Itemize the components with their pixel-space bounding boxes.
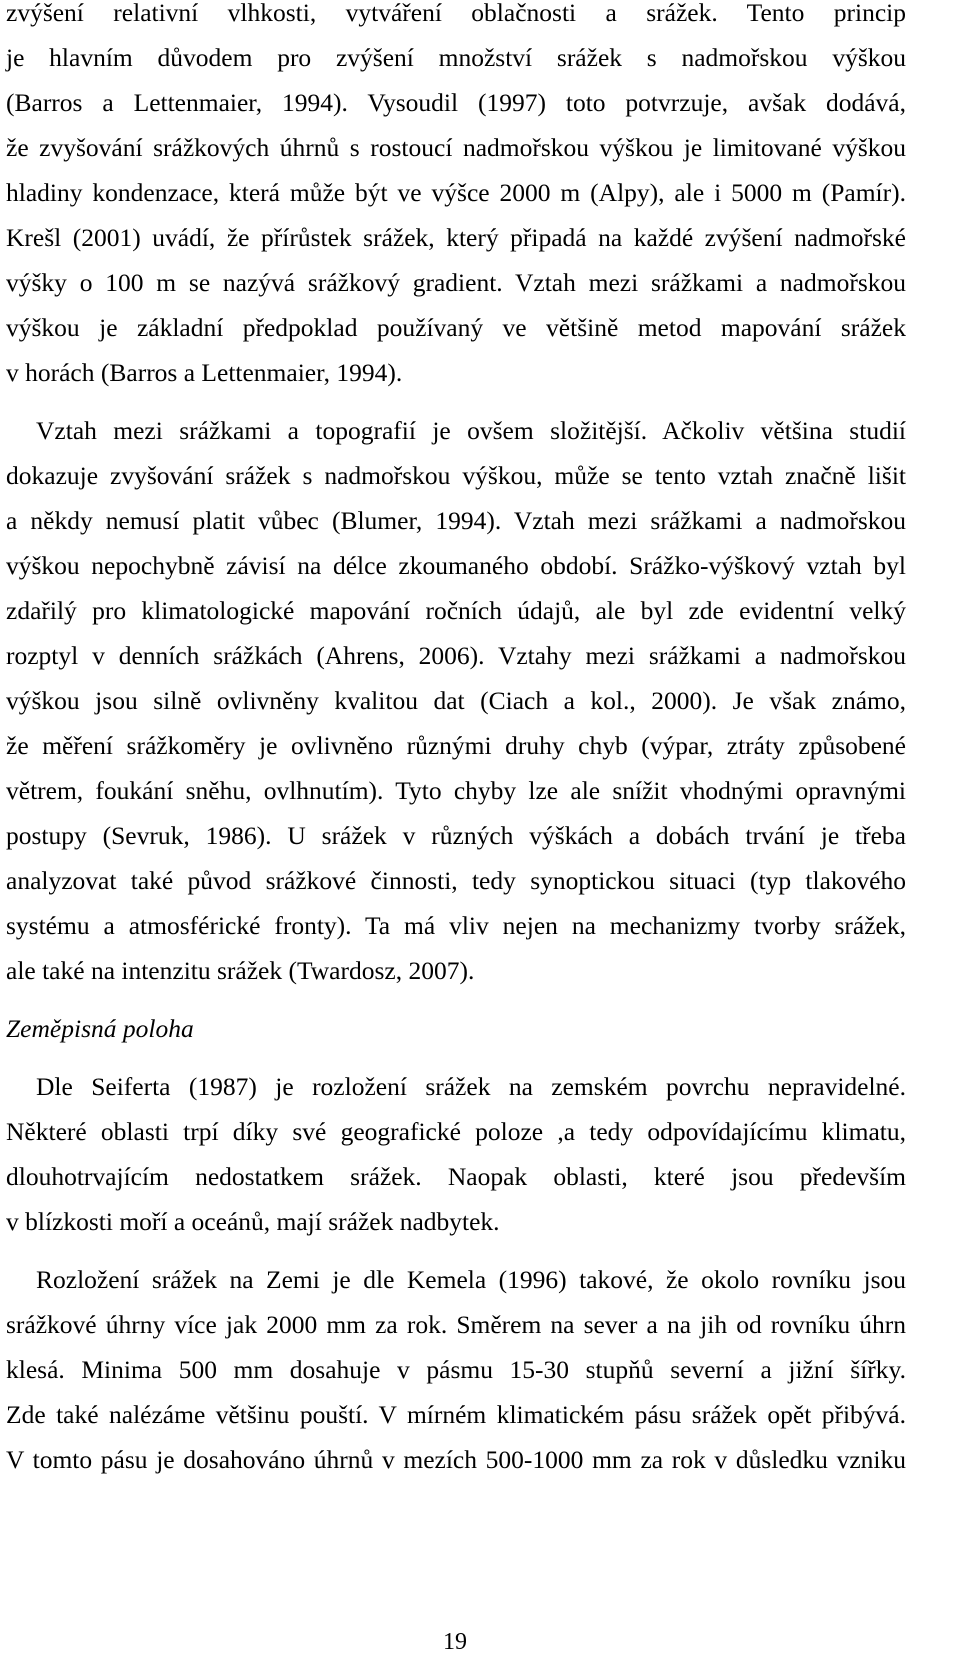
text-line: systému a atmosférické fronty). Ta má vliv nejen na mechanizmy tvorby srážek, <box>6 911 906 940</box>
text-line: Některé oblasti trpí díky své geografické poloze ,a tedy odpovídajícímu klimatu, <box>6 1117 906 1146</box>
text-line: Dle Seiferta (1987) je rozložení srážek na zemském povrchu nepravidelné. <box>36 1072 906 1101</box>
text-line: hladiny kondenzace, která může být ve výšce 2000 m (Alpy), ale i 5000 m (Pamír). <box>6 178 906 207</box>
text-line: V tomto pásu je dosahováno úhrnů v mezích 500-1000 mm za rok v důsledku vzniku <box>6 1445 906 1474</box>
text-line: a někdy nemusí platit vůbec (Blumer, 1994). Vztah mezi srážkami a nadmořskou <box>6 506 906 535</box>
text-line: klesá. Minima 500 mm dosahuje v pásmu 15-30 stupňů severní a jižní šířky. <box>6 1355 906 1384</box>
text-line: dokazuje zvyšování srážek s nadmořskou výškou, může se tento vztah značně lišit <box>6 461 906 490</box>
text-line: že zvyšování srážkových úhrnů s rostoucí nadmořskou výškou je limitované výškou <box>6 133 906 162</box>
text-line: výšky o 100 m se nazývá srážkový gradient. Vztah mezi srážkami a nadmořskou <box>6 268 906 297</box>
text-line: Rozložení srážek na Zemi je dle Kemela (1996) takové, že okolo rovníku jsou <box>36 1265 906 1294</box>
text-line: v horách (Barros a Lettenmaier, 1994). <box>6 358 403 387</box>
text-line: že měření srážkoměry je ovlivněno různými druhy chyb (výpar, ztráty způsobené <box>6 731 906 760</box>
text-line: výškou je základní předpoklad používaný ve většině metod mapování srážek <box>6 313 906 342</box>
text-line: zdařilý pro klimatologické mapování ročních údajů, ale byl zde evidentní velký <box>6 596 906 625</box>
section-heading: Zeměpisná poloha <box>6 1014 194 1043</box>
text-line: v blízkosti moří a oceánů, mají srážek nadbytek. <box>6 1207 500 1236</box>
text-line: ale také na intenzitu srážek (Twardosz, 2007). <box>6 956 475 985</box>
text-line: (Barros a Lettenmaier, 1994). Vysoudil (1997) toto potvrzuje, avšak dodává, <box>6 88 906 117</box>
text-line: postupy (Sevruk, 1986). U srážek v různých výškách a dobách trvání je třeba <box>6 821 906 850</box>
text-line: dlouhotrvajícím nedostatkem srážek. Naopak oblasti, které jsou především <box>6 1162 906 1191</box>
text-line: srážkové úhrny více jak 2000 mm za rok. Směrem na sever a na jih od rovníku úhrn <box>6 1310 906 1339</box>
text-line: je hlavním důvodem pro zvýšení množství srážek s nadmořskou výškou <box>6 43 906 72</box>
text-line: zvýšení relativní vlhkosti, vytváření oblačnosti a srážek. Tento princip <box>6 0 906 27</box>
text-line: rozptyl v denních srážkách (Ahrens, 2006). Vztahy mezi srážkami a nadmořskou <box>6 641 906 670</box>
text-line: Krešl (2001) uvádí, že přírůstek srážek, který připadá na každé zvýšení nadmořské <box>6 223 906 252</box>
text-line: Zde také nalézáme většinu pouští. V mírném klimatickém pásu srážek opět přibývá. <box>6 1400 906 1429</box>
text-line: výškou jsou silně ovlivněny kvalitou dat (Ciach a kol., 2000). Je však známo, <box>6 686 906 715</box>
text-line: výškou nepochybně závisí na délce zkoumaného období. Srážko-výškový vztah byl <box>6 551 906 580</box>
text-line: analyzovat také původ srážkové činnosti, tedy synoptickou situaci (typ tlakového <box>6 866 906 895</box>
text-line: větrem, foukání sněhu, ovlhnutím). Tyto chyby lze ale snížit vhodnými opravnými <box>6 776 906 805</box>
text-line: Vztah mezi srážkami a topografií je ovšem složitější. Ačkoliv většina studií <box>36 416 906 445</box>
page-number: 19 <box>443 1629 467 1655</box>
